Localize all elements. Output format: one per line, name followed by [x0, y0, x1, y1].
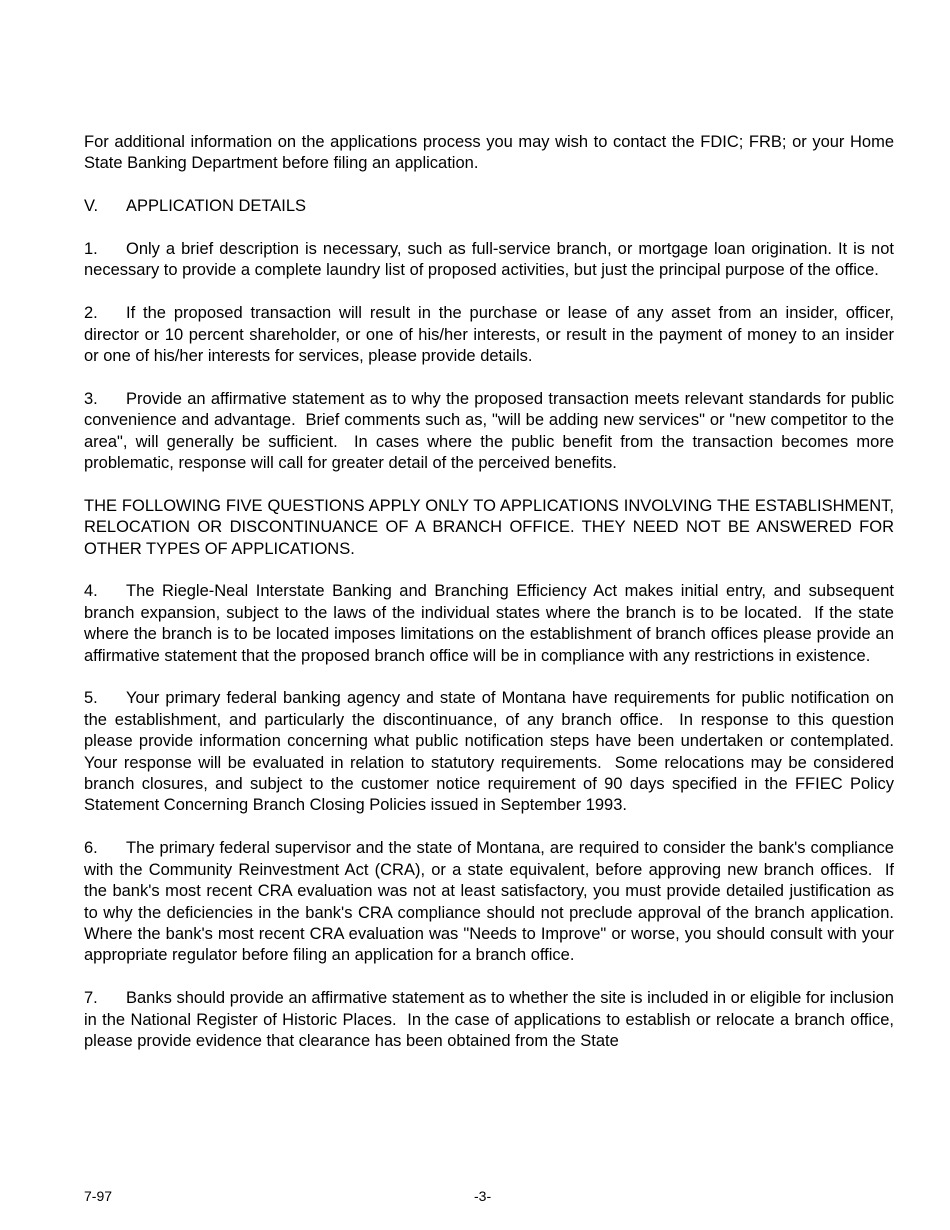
item-number: 5.	[84, 689, 98, 708]
section-number: V.	[84, 197, 99, 216]
item-number: 6.	[84, 839, 98, 858]
item-7	[84, 988, 899, 1052]
intro-paragraph: For additional information on the applications process you may wish to contact the FDIC; FRB; or your Home State Banking Department before filing an application.	[84, 133, 894, 173]
branch-notice: THE FOLLOWING FIVE QUESTIONS APPLY ONLY TO APPLICATIONS INVOLVING THE ESTABLISHMENT, RELOCATION OR DISCONTINUANCE OF A BRANCH OFFICE. THEY NEED NOT BE ANSWERED FOR OTHER TYPES OF APPLICATIONS.	[84, 496, 894, 558]
item-text: Provide an affirmative statement as to why the proposed transaction meets relevant standards for public convenience and advantage. Brief comments such as, "will be adding new services" or "new competitor to the area", will generally be sufficient. In cases where the public benefit from the transaction becomes more problematic, response will call for greater detail of the perceived benefits.	[84, 389, 899, 473]
item-text: The primary federal supervisor and the state of Montana, are required to consider the bank's compliance with the Community Reinvestment Act (CRA), or a state equivalent, before approving new branch offices. If the bank's most recent CRA evaluation was not at least satisfactory, you must provide detailed justification as to why the deficiencies in the bank's CRA compliance should not preclude approval of the branch application. Where the bank's most recent CRA evaluation was "Needs to Improve" or worse, you should consult with your appropriate regulator before filing an application for a branch office.	[84, 839, 904, 965]
document-body	[84, 132, 904, 1074]
item-number: 7.	[84, 989, 98, 1008]
item-3	[84, 389, 899, 475]
section-title: APPLICATION DETAILS	[126, 197, 307, 216]
footer-page-number: -3-	[474, 1188, 492, 1204]
item-number: 4.	[84, 582, 98, 601]
item-2	[84, 303, 899, 367]
item-5	[84, 688, 904, 816]
footer-revision: 7-97	[84, 1188, 113, 1204]
item-number: 2.	[84, 304, 98, 323]
item-text: The Riegle-Neal Interstate Banking and Branching Efficiency Act makes initial entry, and subsequent branch expansion, subject to the laws of the individual states where the branch is to be located. If the state where the branch is to be located imposes limitations on the establishment of branch offices please provide an affirmative statement that the proposed branch office will be in compliance with any restrictions in existence.	[84, 582, 899, 665]
item-text: Banks should provide an affirmative statement as to whether the site is included in or eligible for inclusion in the National Register of Historic Places. In the case of applications to establish or relocate a branch office, please provide evidence that clearance has been obtained from the State	[84, 989, 899, 1050]
section-heading	[84, 196, 894, 217]
item-text: If the proposed transaction will result in the purchase or lease of any asset from an insider, officer, director or 10 percent shareholder, or one of his/her interests, or result in the payment of money to an insider or one of his/her interests for services, please provide details.	[84, 304, 899, 366]
item-text: Your primary federal banking agency and state of Montana have requirements for public notification on the establishment, and particularly the discontinuance, of any branch office. In response to this question please provide information concerning what public notification steps have been undertaken or contemplated. Your response will be evaluated in relation to statutory requirements. Some relocations may be considered branch closures, and subject to the customer notice requirement of 90 days specified in the FFIEC Policy Statement Concerning Branch Closing Policies issued in September 1993.	[84, 689, 904, 815]
item-6	[84, 838, 904, 966]
item-text: Only a brief description is necessary, such as full-service branch, or mortgage loan origination. It is not necessary to provide a complete laundry list of proposed activities, but just the principal purpose of the office.	[84, 240, 899, 280]
item-number: 1.	[84, 240, 98, 258]
item-1	[84, 239, 899, 282]
item-4	[84, 581, 899, 667]
item-number: 3.	[84, 389, 98, 408]
